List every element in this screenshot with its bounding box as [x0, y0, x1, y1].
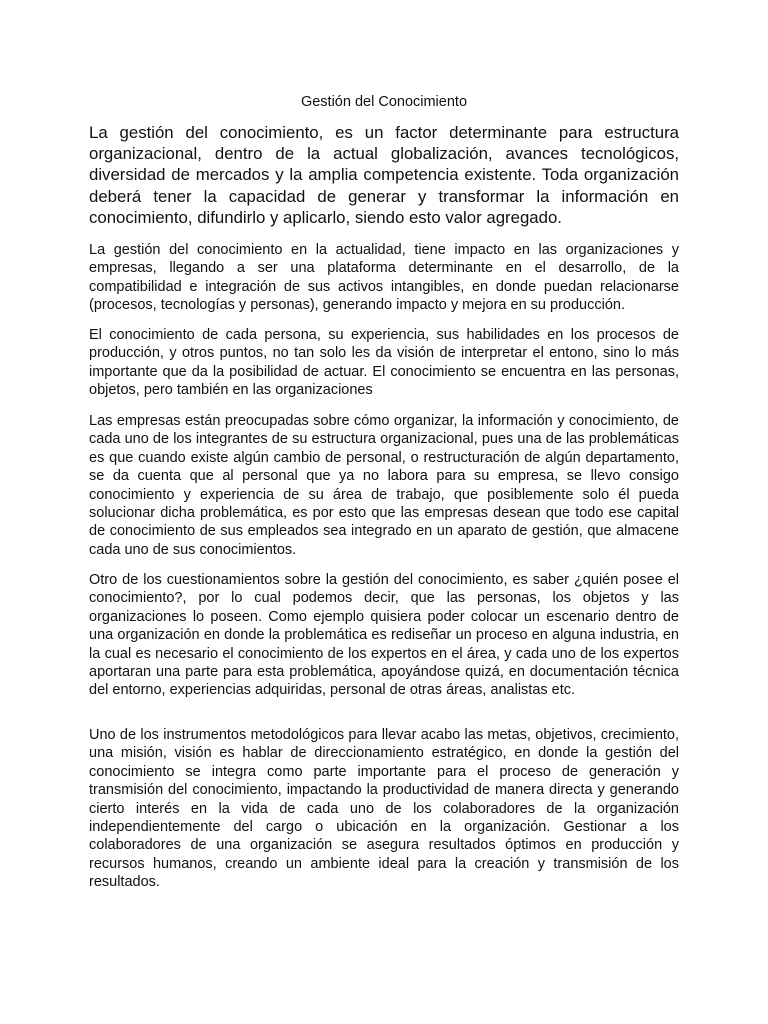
paragraph-6: Uno de los instrumentos metodológicos para llevar acabo las metas, objetivos, crecimiento, una misión, visión es hablar de direccionamiento estratégico, en donde la gestión del conocimiento se integra como parte importante para el proceso de generación y transmisión del conocimiento, impactando la productividad de manera directa y generando cierto interés en la vida de cada uno de los colaboradores de la organización independientemente del cargo o ubicación en la organización. Gestionar a los colaboradores de una organización se asegura resultados óptimos en producción y recursos humanos, creando un ambiente ideal para la creación y transmisión de los resultados.	[89, 727, 679, 891]
paragraph-3: El conocimiento de cada persona, su experiencia, sus habilidades en los procesos de producción, y otros puntos, no tan solo les da visión de interpretar el entono, sino lo más importante que da la posibilidad de actuar. El conocimiento se encuentra en las personas, objetos, pero también en las organizaciones	[89, 327, 679, 399]
paragraph-5: Otro de los cuestionamientos sobre la gestión del conocimiento, es saber ¿quién posee el conocimiento?, por lo cual podemos decir, que las personas, los objetos y las organizaciones lo poseen. Como ejemplo quisiera poder colocar un escenario dentro de una organización en donde la problemática es rediseñar un proceso en alguna industria, en la cual es necesario el conocimiento de los expertos en el área, y cada uno de los expertos aportaran una parte para esta problemática, apoyándose quizá, en documentación técnica del entorno, experiencias adquiridas, personal de otras áreas, analistas etc.	[89, 572, 679, 699]
paragraph-intro: La gestión del conocimiento, es un factor determinante para estructura organizacional, dentro de la actual globalización, avances tecnológicos, diversidad de mercados y la amplia competencia existente. Toda organización deberá tener la capacidad de generar y transformar la información en conocimiento, difundirlo y aplicarlo, siendo esto valor agregado.	[89, 123, 679, 227]
document-title: Gestión del Conocimiento	[300, 94, 468, 110]
paragraph-2: La gestión del conocimiento en la actualidad, tiene impacto en las organizaciones y empresas, llegando a ser una plataforma determinante en el desarrollo, de la compatibilidad e integración de sus activos intangibles, en donde puedan relacionarse (procesos, tecnologías y personas), generando impacto y mejora en su producción.	[89, 242, 679, 314]
paragraph-4: Las empresas están preocupadas sobre cómo organizar, la información y conocimiento, de cada uno de los integrantes de su estructura organizacional, pues una de las problemáticas es que cuando existe algún cambio de personal, o restructuración de algún departamento, se da cuenta que al personal que ya no labora para su empresa, se llevo consigo conocimiento y experiencia de su área de trabajo, que posiblemente solo él pueda solucionar dicha problemática, es por esto que las empresas desean que todo ese capital de conocimiento de sus empleados sea integrado en un aparato de gestión, que almacene cada uno de sus conocimientos.	[89, 413, 679, 558]
